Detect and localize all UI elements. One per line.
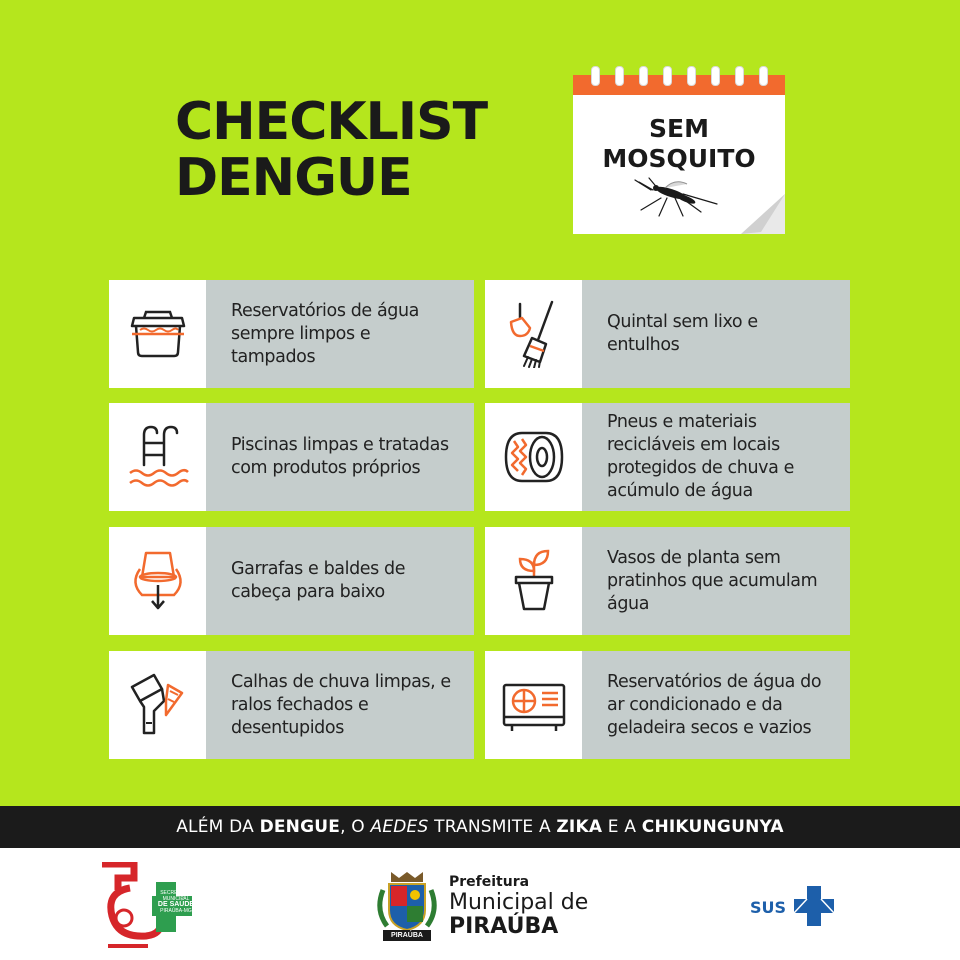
coat-of-arms-badge: PIRAÚBA	[383, 930, 431, 941]
calendar-ring	[639, 66, 648, 86]
pool-ladder-icon	[124, 423, 192, 491]
calendar-ring	[735, 66, 744, 86]
saude-line-1: SECRETARIA MUNICIPAL	[160, 890, 192, 902]
page-curl	[741, 194, 785, 234]
footer	[0, 848, 960, 960]
banner-text-4: E A	[602, 817, 642, 837]
item-text: Garrafas e baldes de cabeça para baixo	[231, 559, 406, 602]
calendar-ring	[759, 66, 768, 86]
tire-icon	[500, 423, 568, 491]
calendar-ring	[615, 66, 624, 86]
health-secretariat-logo	[100, 862, 197, 948]
sus-cross-icon	[792, 884, 836, 928]
prefeitura-line-1: Prefeitura	[449, 874, 530, 890]
upside-down-bucket-icon	[124, 547, 192, 615]
banner-dengue: DENGUE	[259, 817, 341, 837]
potted-plant-icon	[500, 547, 568, 615]
item-text: Calhas de chuva limpas, e ralos fechados e desentupidos	[231, 671, 451, 738]
banner-aedes: AEDES	[370, 817, 429, 837]
checklist-item	[485, 651, 850, 759]
saude-line-2: DE SAÚDE	[157, 901, 195, 908]
saude-line-3: PIRAÚBA-MG	[160, 908, 192, 914]
calendar-header-bar	[573, 75, 785, 95]
sus-label: SUS	[750, 898, 787, 917]
prefeitura-line-3: PIRAÚBA	[449, 914, 559, 939]
banner-text-3: TRANSMITE A	[428, 817, 557, 837]
checklist-item	[485, 527, 850, 635]
calendar-line-1: SEM	[649, 114, 709, 143]
calendar-ring	[687, 66, 696, 86]
calendar-line-2: MOSQUITO	[602, 144, 756, 173]
title-line-1: CHECKLIST	[175, 92, 488, 152]
banner-zika: ZIKA	[556, 817, 603, 837]
gutter-icon	[124, 671, 192, 739]
calendar-ring	[663, 66, 672, 86]
checklist-item	[109, 651, 474, 759]
item-text: Vasos de planta sem pratinhos que acumulam água	[607, 547, 818, 614]
info-banner	[0, 806, 960, 848]
banner-text-1: ALÉM DA	[176, 817, 260, 837]
city-coat-of-arms	[377, 870, 437, 942]
banner-chikungunya: CHIKUNGUNYA	[641, 817, 784, 837]
page-title	[175, 94, 487, 206]
municipality-name	[449, 874, 588, 939]
banner-text-2: , O	[340, 817, 371, 837]
mosquito-icon	[631, 176, 721, 218]
sus-logo	[750, 884, 836, 930]
checklist-item	[109, 403, 474, 511]
checklist-item	[109, 527, 474, 635]
air-conditioner-icon	[500, 671, 568, 739]
item-text: Quintal sem lixo e entulhos	[607, 312, 758, 355]
checklist-item	[485, 280, 850, 388]
item-text: Pneus e materiais recicláveis em locais protegidos de chuva e acúmulo de água	[607, 412, 794, 501]
title-line-2: DENGUE	[175, 148, 412, 208]
item-text: Piscinas limpas e tratadas com produtos próprios	[231, 435, 449, 478]
calendar-graphic	[573, 66, 785, 234]
calendar-label	[573, 114, 785, 174]
water-tank-icon	[124, 300, 192, 368]
item-text: Reservatórios de água sempre limpos e tampados	[231, 300, 419, 367]
item-text: Reservatórios de água do ar condicionado e da geladeira secos e vazios	[607, 671, 822, 738]
checklist-item	[109, 280, 474, 388]
calendar-ring	[591, 66, 600, 86]
checklist-item	[485, 403, 850, 511]
broom-dustpan-icon	[500, 300, 568, 368]
prefeitura-line-2: Municipal de	[449, 890, 589, 915]
calendar-ring	[711, 66, 720, 86]
